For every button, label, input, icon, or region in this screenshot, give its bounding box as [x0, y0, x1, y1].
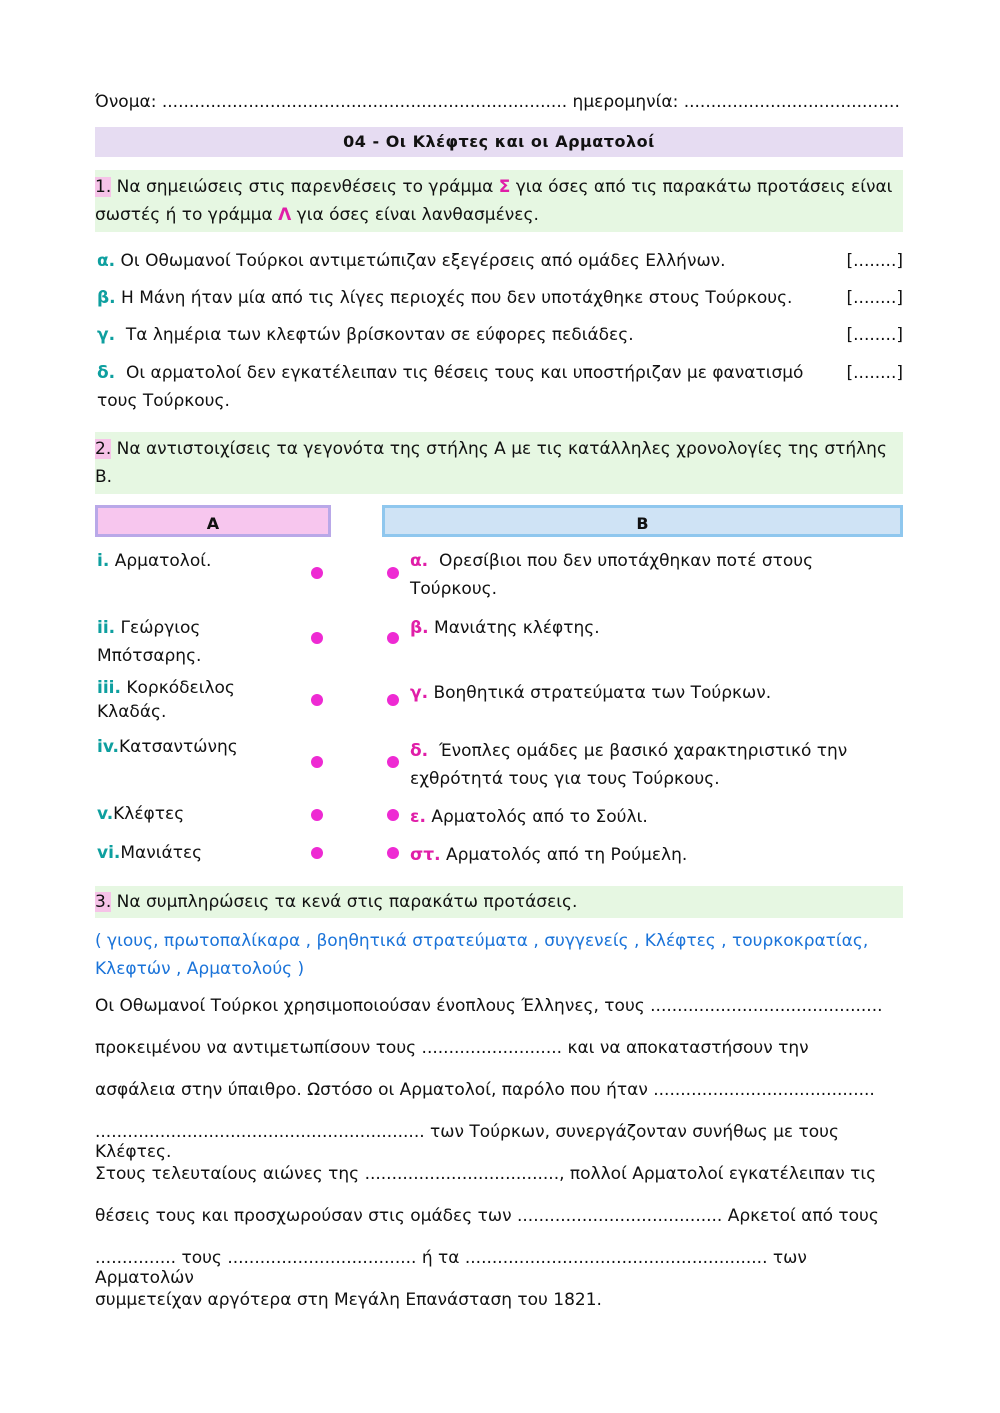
letter-lambda: Λ: [278, 205, 292, 225]
fill-line-6[interactable]: θέσεις τους και προσχωρούσαν στις ομάδες των ...................................... Αρκετοί από τους: [95, 1206, 879, 1226]
match-dot-b-6[interactable]: [387, 847, 399, 859]
question-3-number: 3.: [95, 892, 112, 912]
fill-line-7[interactable]: ............... τους ................................... ή τα ........................................................ των Αρματολών: [95, 1248, 807, 1288]
answer-bracket-c[interactable]: [........]: [846, 325, 903, 345]
fill-line-5[interactable]: Στους τελευταίους αιώνες της ...................................., πολλοί Αρματολοί εγκατέλειπαν τις: [95, 1164, 877, 1184]
col-a-item-6: vi.Μανιάτες: [97, 843, 203, 863]
col-a-item-2: ii. Γεώργιος Μπότσαρης.: [97, 618, 202, 666]
match-dot-b-1[interactable]: [387, 567, 399, 579]
match-dot-a-1[interactable]: [311, 567, 323, 579]
match-dot-a-6[interactable]: [311, 847, 323, 859]
question-1-number: 1.: [95, 177, 112, 197]
word-bank: ( γιους, πρωτοπαλίκαρα , βοηθητικά στρατεύματα , συγγενείς , Κλέφτες , τουρκοκρατίας, Κλεφτών , Αρματολούς ): [95, 931, 869, 979]
fill-line-4[interactable]: ............................................................. των Τούρκων, συνεργάζονταν συνήθως με τους Κλέφτες.: [95, 1122, 839, 1162]
statement-b: β. Η Μάνη ήταν μία από τις λίγες περιοχές που δεν υποτάχθηκε στους Τούρκους. [........]: [97, 284, 903, 312]
question-1-prompt: 1. Να σημειώσεις στις παρενθέσεις το γράμμα Σ για όσες από τις παρακάτω προτάσεις είναι σωστές ή το γράμμα Λ για όσες είναι λανθασμένες.: [95, 170, 903, 232]
match-dot-b-4[interactable]: [387, 756, 399, 768]
answer-bracket-a[interactable]: [........]: [846, 251, 903, 271]
statement-d: δ. Οι αρματολοί δεν εγκατέλειπαν τις θέσεις τους και υποστήριζαν με φανατισμό τους Τούρκους. [........]: [97, 359, 903, 415]
fill-line-8: συμμετείχαν αργότερα στη Μεγάλη Επανάσταση του 1821.: [95, 1290, 602, 1310]
match-dot-a-5[interactable]: [311, 809, 323, 821]
col-b-item-5: ε. Αρματολός από το Σούλι.: [410, 807, 648, 827]
name-date-line: Όνομα: ........................................................................... ημερομηνία: ........................................: [95, 92, 900, 112]
letter-sigma: Σ: [498, 177, 511, 197]
match-dot-a-4[interactable]: [311, 756, 323, 768]
answer-bracket-b[interactable]: [........]: [846, 288, 903, 308]
col-b-item-3: γ. Βοηθητικά στρατεύματα των Τούρκων.: [410, 683, 772, 703]
worksheet-title: 04 - Οι Κλέφτες και οι Αρματολοί: [95, 127, 903, 157]
answer-bracket-d[interactable]: [........]: [846, 363, 903, 383]
match-dot-b-3[interactable]: [387, 694, 399, 706]
match-dot-b-5[interactable]: [387, 809, 399, 821]
fill-line-1[interactable]: Οι Οθωμανοί Τούρκοι χρησιμοποιούσαν ένοπλους Έλληνες, τους ...........................................: [95, 996, 883, 1016]
col-b-item-1: α. Ορεσίβιοι που δεν υποτάχθηκαν ποτέ στους Τούρκους.: [410, 551, 814, 599]
fill-line-3[interactable]: ασφάλεια στην ύπαιθρο. Ωστόσο οι Αρματολοί, παρόλο που ήταν .........................................: [95, 1080, 875, 1100]
statement-c: γ. Τα λημέρια των κλεφτών βρίσκονταν σε εύφορες πεδιάδες. [........]: [97, 321, 903, 349]
col-a-item-5: v.Κλέφτες: [97, 804, 185, 824]
question-3-prompt: 3. Να συμπληρώσεις τα κενά στις παρακάτω προτάσεις.: [95, 886, 903, 918]
question-2-number: 2.: [95, 439, 112, 459]
col-b-item-4: δ. Ένοπλες ομάδες με βασικό χαρακτηριστικό την εχθρότητά τους για τους Τούρκους.: [410, 741, 848, 789]
fill-line-2[interactable]: προκειμένου να αντιμετωπίσουν τους .......................... και να αποκαταστήσουν την: [95, 1038, 809, 1058]
match-dot-a-2[interactable]: [311, 632, 323, 644]
statement-a: α. Οι Οθωμανοί Τούρκοι αντιμετώπιζαν εξεγέρσεις από ομάδες Ελλήνων. [........]: [97, 247, 903, 275]
match-dot-a-3[interactable]: [311, 694, 323, 706]
col-a-item-1: i. Αρματολοί.: [97, 551, 212, 571]
match-dot-b-2[interactable]: [387, 632, 399, 644]
col-a-item-3: iii. Κορκόδειλος Κλαδάς.: [97, 678, 235, 722]
column-b-header: Β: [382, 505, 903, 537]
question-2-prompt: 2. Να αντιστοιχίσεις τα γεγονότα της στήλης Α με τις κατάλληλες χρονολογίες της στήλης Β.: [95, 432, 903, 494]
col-a-item-4: iv.Κατσαντώνης: [97, 737, 238, 757]
col-b-item-6: στ. Αρματολός από τη Ρούμελη.: [410, 845, 688, 865]
column-a-header: Α: [95, 505, 331, 537]
col-b-item-2: β. Μανιάτης κλέφτης.: [410, 618, 600, 638]
